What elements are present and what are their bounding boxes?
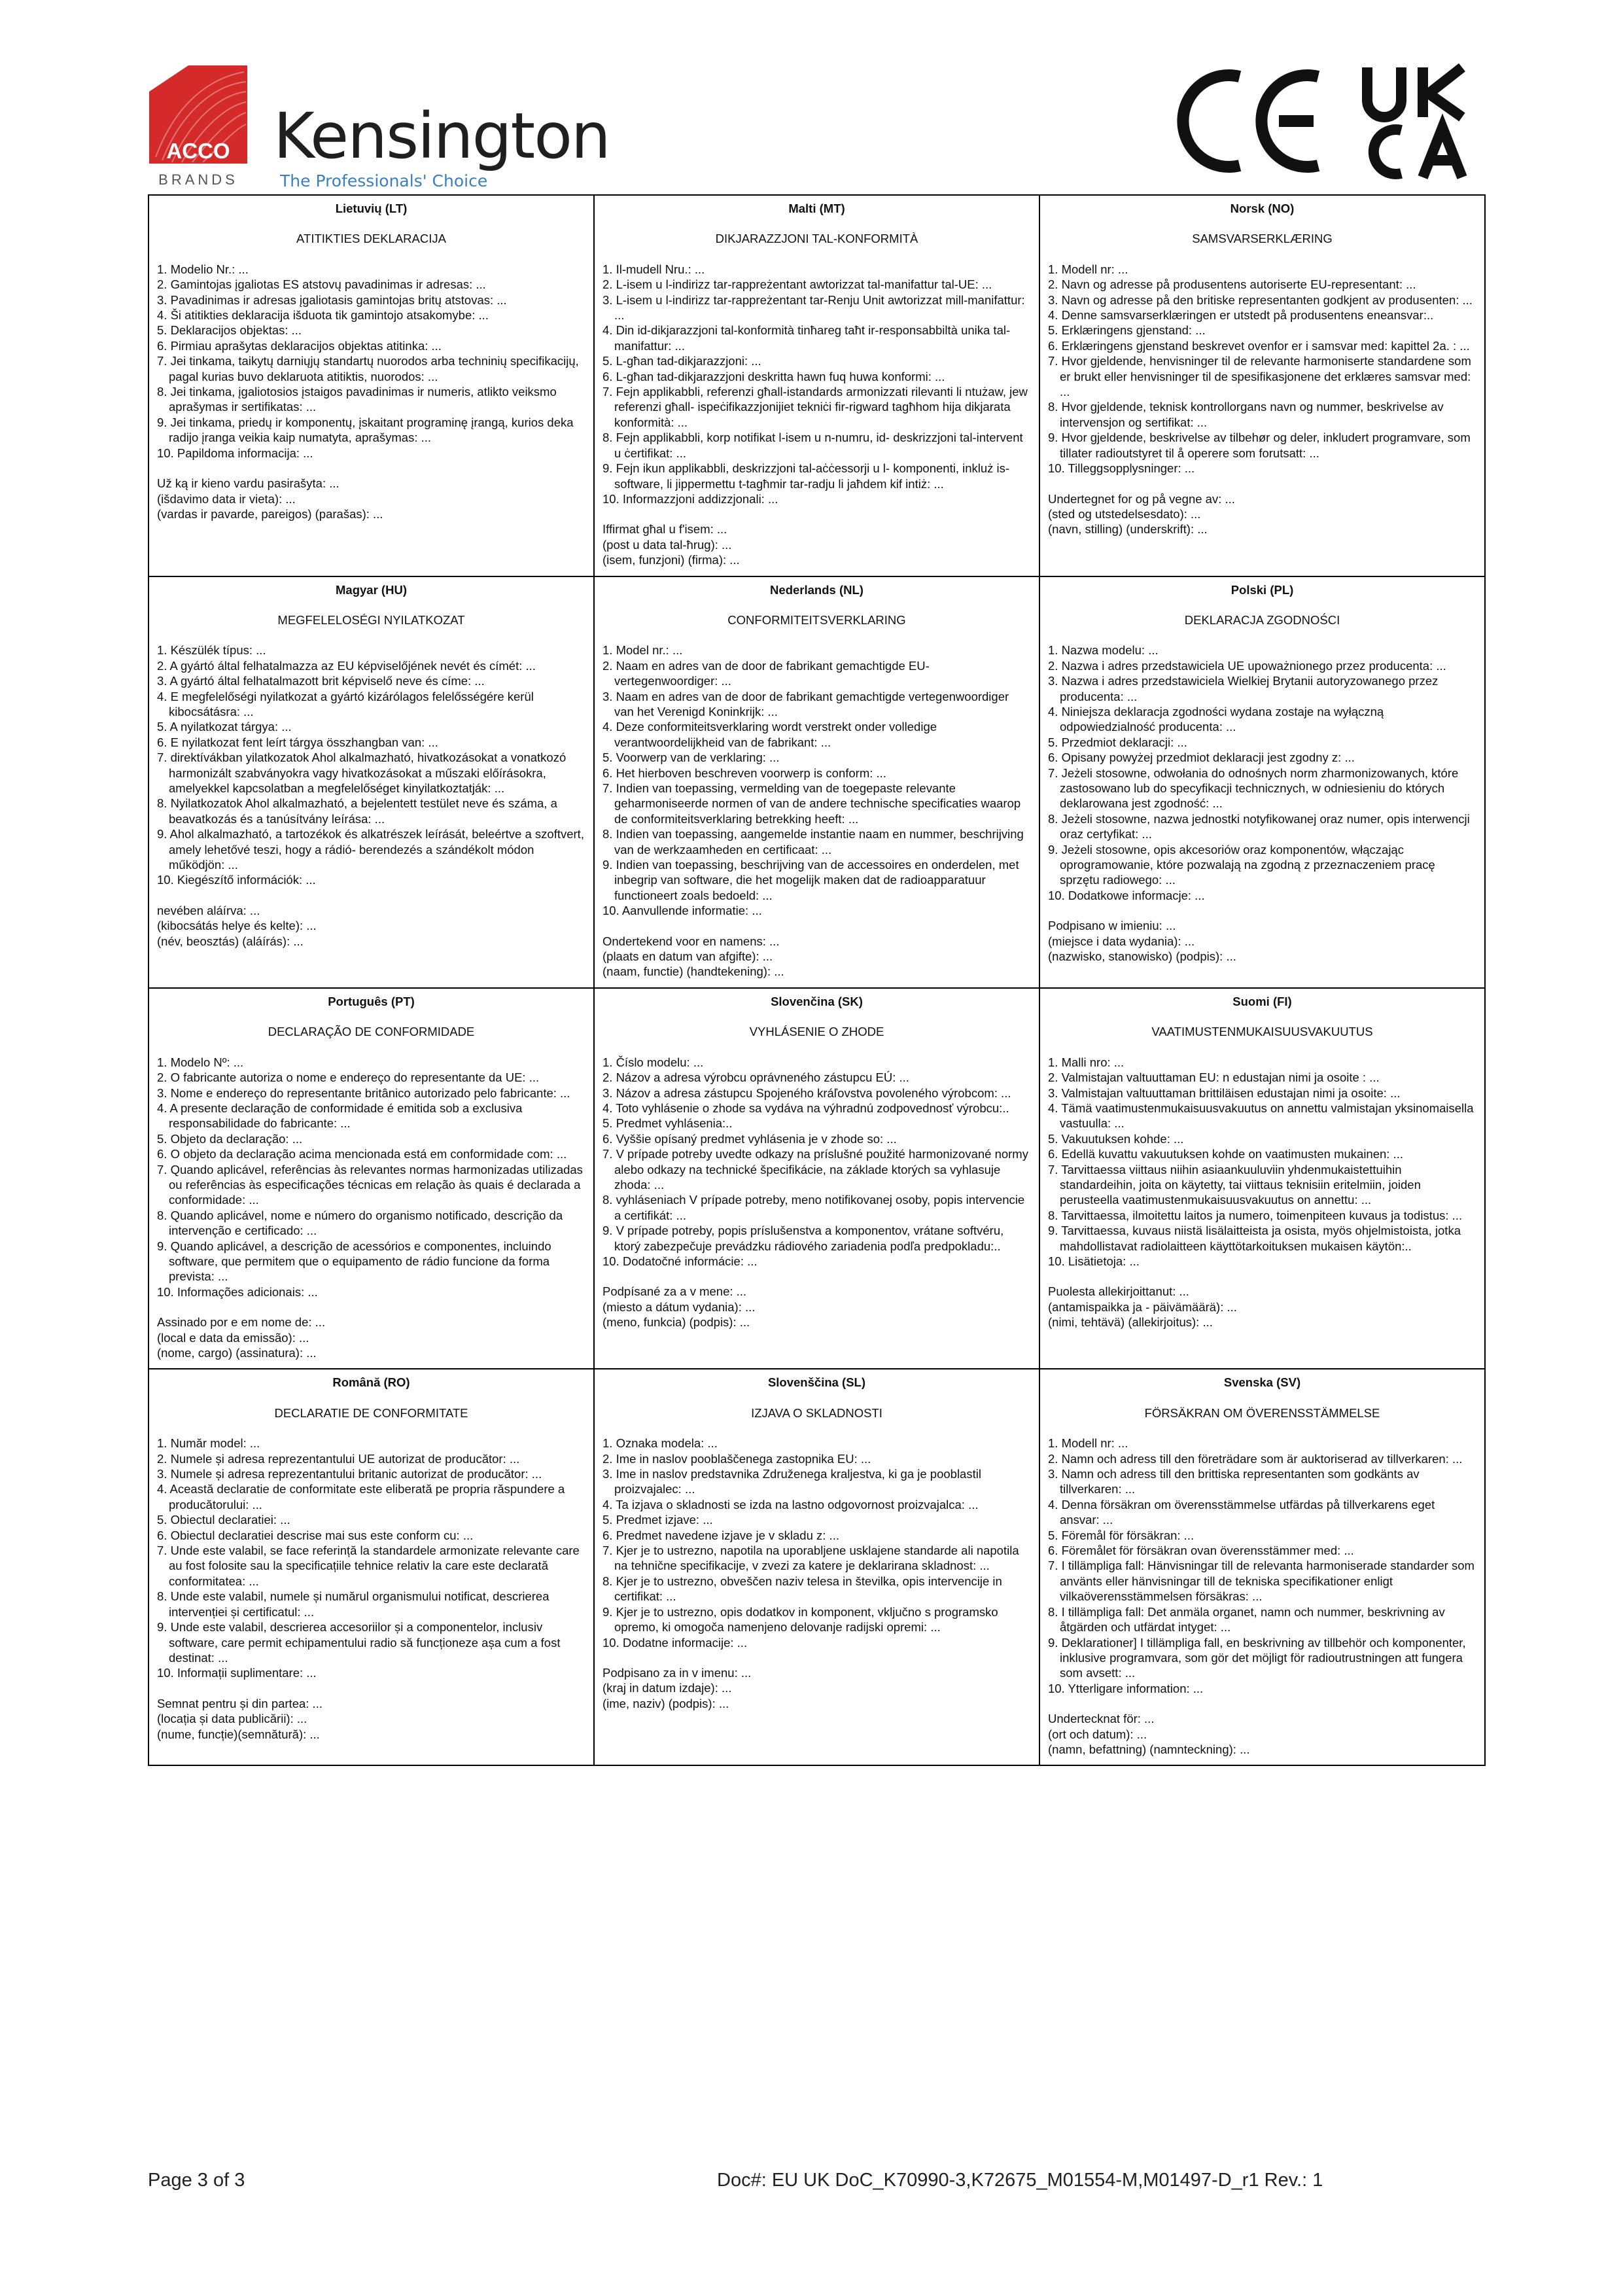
declaration-item: 2. Numele și adresa reprezentantului UE autorizat de producător: ... (157, 1451, 520, 1466)
signature-line: (isem, funzjoni) (firma): ... (602, 553, 740, 567)
signature-line: (antamispaikka ja - päivämäärä): ... (1048, 1299, 1237, 1314)
certification-marks (1171, 62, 1485, 180)
declaration-cell (1039, 195, 1485, 576)
signature-line: (ort och datum): ... (1048, 1727, 1147, 1741)
declaration-item: 2. Navn og adresse på produsentens autoriserte EU-representant: ... (1048, 277, 1416, 292)
declaration-item: 8. vyhláseniach V prípade potreby, meno notifikovanej osoby, popis intervencie a certifikát: ... (602, 1193, 1025, 1222)
declaration-items (602, 1055, 1031, 1269)
declaration-cell (1039, 988, 1485, 1369)
declaration-row (148, 1369, 1485, 1765)
declaration-row (148, 576, 1485, 988)
language-heading: Lietuvių (LT) (335, 202, 408, 215)
signature-line: Podpísané za a v mene: ... (602, 1284, 747, 1299)
declaration-item: 2. Ime in naslov pooblaščenega zastopnika EU: ... (602, 1451, 871, 1466)
declaration-item: 5. A nyilatkozat tárgya: ... (157, 720, 292, 734)
signature-line: (nome, cargo) (assinatura): ... (157, 1346, 317, 1360)
declaration-item: 4. E megfelelőségi nyilatkozat a gyártó kizárólagos felelősségére kerül kibocsátásra: ... (157, 689, 534, 718)
declaration-item: 1. Număr model: ... (157, 1436, 260, 1451)
declaration-item: 7. Unde este valabil, se face referință la standardele armonizate relevante care au fost folosite sau la specificațiile tehnice relativ la care este declarată conformitatea: ... (157, 1544, 580, 1588)
signature-line: (miejsce i data wydania): ... (1048, 934, 1195, 948)
declaration-item: 8. Hvor gjeldende, teknisk kontrollorgans navn og nummer, beskrivelse av intervensjon og sertifikat: ... (1048, 400, 1444, 429)
signature-line: Iffirmat għal u f'isem: ... (602, 522, 727, 537)
declaration-item: 8. Kjer je to ustrezno, obveščen naziv telesa in številka, opis intervencije in certifikat: ... (602, 1574, 1002, 1604)
declaration-item: 6. O objeto da declaração acima mencionada está em conformidade com: ... (157, 1147, 567, 1161)
declaration-item: 2. Gamintojas įgaliotas ES atstovų pavadinimas ir adresas: ... (157, 277, 486, 292)
declaration-title: VAATIMUSTENMUKAISUUSVAKUUTUS (1151, 1025, 1373, 1039)
declaration-item: 5. Objeto da declaração: ... (157, 1131, 303, 1146)
declaration-item: 10. Lisätietoja: ... (1048, 1254, 1140, 1268)
declaration-item: 4. Denne samsvarserklæringen er utstedt på produsentens eneansvar:.. (1048, 308, 1434, 323)
declaration-item: 4. Această declaratie de conformitate este eliberată pe propria răspundere a producătorului: ... (157, 1482, 565, 1511)
declaration-item: 7. Indien van toepassing, vermelding van de toegepaste relevante geharmoniseerde normen of van de andere technische specificaties waarop de conformiteitsverklaring betrekking heeft: ... (602, 781, 1021, 826)
declaration-item: 3. Naam en adres van de door de fabrikant gemachtigde vertegenwoordiger van het Verenigd Koninkrijk: ... (602, 689, 1009, 718)
declaration-title: DIKJARAZZJONI TAL-KONFORMITÀ (715, 232, 918, 246)
declaration-title: DEKLARACJA ZGODNOŚCI (1184, 612, 1340, 627)
declaration-item: 2. A gyártó által felhatalmazza az EU képviselőjének nevét és címét: ... (157, 658, 536, 673)
declaration-item: 8. Quando aplicável, nome e número do organismo notificado, descrição da intervenção e certificado: ... (157, 1208, 563, 1238)
declaration-items (1048, 1436, 1476, 1696)
declaration-item: 5. Deklaracijos objektas: ... (157, 323, 302, 338)
declaration-item: 6. L-għan tad-dikjarazzjoni deskritta hawn fuq huwa konformi: ... (602, 369, 945, 383)
declaration-item: 5. Voorwerp van de verklaring: ... (602, 751, 780, 765)
signature-line: (nazwisko, stanowisko) (podpis): ... (1048, 949, 1236, 964)
declaration-item: 7. Jeżeli stosowne, odwołania do odnośnych norm zharmonizowanych, które zastosowano lub do specyfikacji technicznych, w odniesieniu do których deklarowana jest zgodność: ... (1048, 766, 1459, 811)
declaration-items (602, 262, 1031, 507)
signature-line: Ondertekend voor en namens: ... (602, 934, 780, 948)
declaration-title: ATITIKTIES DEKLARACIJA (296, 232, 446, 246)
signature-line: (post u data tal-ħrug): ... (602, 537, 732, 552)
signature-block (602, 1665, 1031, 1711)
declaration-item: 8. Indien van toepassing, aangemelde instantie naam en nummer, beschrijving van de werkzaamheden en certificaat: ... (602, 827, 1024, 857)
language-heading: Polski (PL) (1230, 582, 1294, 597)
signature-line: (kibocsátás helye és kelte): ... (157, 919, 317, 933)
declaration-item: 7. direktívákban yilatkozatok Ahol alkalmazható, hivatkozásokat a vonatkozó harmonizált szabványokra vagy hivatkozásokat a műszaki előírásokra, amelyekkel kapcsolatban a megfelelőséget kinyilatkoztatják: ... (157, 751, 567, 795)
document-number: Doc#: EU UK DoC_K70990-3,K72675_M01554-M,M01497-D_r1 Rev.: 1 (717, 2170, 1323, 2191)
signature-line: Undertegnet for og på vegne av: ... (1048, 491, 1235, 506)
declaration-item: 6. Obiectul declaratiei descrise mai sus este conform cu: ... (157, 1528, 474, 1542)
declaration-title: CONFORMITEITSVERKLARING (727, 612, 906, 627)
acco-logo-text: ACCO (166, 139, 230, 163)
declaration-item: 6. Opisany powyżej przedmiot deklaracji jest zgodny z: ... (1048, 751, 1355, 765)
declaration-items (1048, 643, 1476, 903)
signature-block (157, 903, 585, 949)
declaration-item: 4. Deze conformiteitsverklaring wordt verstrekt onder volledige verantwoordelijkheid van de fabrikant: ... (602, 720, 937, 749)
declaration-item: 2. O fabricante autoriza o nome e endereço do representante da UE: ... (157, 1070, 540, 1085)
signature-line: (local e data da emissão): ... (157, 1330, 309, 1345)
declaration-items (602, 1436, 1031, 1650)
declaration-item: 1. Malli nro: ... (1048, 1055, 1125, 1069)
declaration-item: 6. Het hierboven beschreven voorwerp is conform: ... (602, 766, 886, 780)
language-heading: Slovenčina (SK) (771, 994, 863, 1008)
declaration-items (157, 1436, 585, 1681)
language-heading: Português (PT) (328, 994, 415, 1008)
declaration-cell (594, 1369, 1039, 1765)
declaration-item: 9. Indien van toepassing, beschrijving van de accessoires en onderdelen, met inbegrip van software, die het mogelijk maken dat de radioapparatuur functioneert zoals bedoeld: ... (602, 858, 1019, 902)
declaration-item: 3. Pavadinimas ir adresas įgaliotasis gamintojas britų atstovas: ... (157, 292, 507, 307)
declaration-item: 3. Nazwa i adres przedstawiciela Wielkiej Brytanii autoryzowanego przez producenta: ... (1048, 674, 1439, 703)
declaration-item: 6. Edellä kuvattu vakuutuksen kohde on vaatimusten mukainen: ... (1048, 1147, 1403, 1161)
signature-line: Assinado por e em nome de: ... (157, 1315, 326, 1330)
declaration-cell (148, 1369, 594, 1765)
declaration-item: 7. I tillämpliga fall: Hänvisningar till de relevanta harmoniserade standarder som använts eller hänvisningar till de tekniska specifikationer enligt vilkaöverensstämmelsen försäkras: ... (1048, 1559, 1475, 1604)
declaration-item: 5. Predmet izjave: ... (602, 1513, 713, 1527)
declaration-item: 10. Dodatne informacije: ... (602, 1635, 748, 1650)
declaration-item: 1. Modelo Nº: ... (157, 1055, 244, 1069)
declaration-cell (594, 195, 1039, 576)
declaration-item: 4. Ta izjava o skladnosti se izda na lastno odgovornost proizvajalca: ... (602, 1497, 979, 1511)
declaration-item: 5. Obiectul declaratiei: ... (157, 1513, 290, 1527)
declaration-item: 2. Naam en adres van de door de fabrikant gemachtigde EU-vertegenwoordiger: ... (602, 658, 930, 688)
kensington-logo (273, 99, 610, 190)
acco-brands-logo (149, 65, 247, 187)
acco-logo-sub: BRANDS (158, 171, 238, 187)
declaration-item: 1. Oznaka modela: ... (602, 1436, 718, 1451)
declaration-item: 9. Quando aplicável, a descrição de acessórios e componentes, incluindo software, que permitem que o equipamento de rádio funcione da forma prevista: ... (157, 1239, 551, 1284)
signature-block (157, 1315, 585, 1360)
declaration-cell (1039, 1369, 1485, 1765)
signature-line: (miesto a dátum vydania): ... (602, 1299, 756, 1314)
language-heading: Svenska (SV) (1223, 1375, 1301, 1390)
brand-name: Kensington (273, 99, 610, 173)
declaration-item: 5. Vakuutuksen kohde: ... (1048, 1131, 1184, 1146)
declaration-item: 4. A presente declaração de conformidade é emitida sob a exclusiva responsabilidade do fabricante: ... (157, 1101, 523, 1131)
declaration-item: 8. Nyilatkozatok Ahol alkalmazható, a bejelentett testület neve és száma, a beavatkozás és a tanúsítvány leírása: ... (157, 796, 557, 826)
declaration-item: 7. Kjer je to ustrezno, napotila na uporabljene usklajene standarde ali napotila na tehnične specifikacije, v zvezi za katere je deklarirana skladnost: ... (602, 1544, 1019, 1573)
declaration-item: 1. Il-mudell Nru.: ... (602, 262, 705, 276)
declaration-item: 3. Ime in naslov predstavnika Združenega kraljestva, ki ga je pooblastil proizvajalec: ... (602, 1467, 981, 1496)
declaration-title: MEGFELELOSÉGI NYILATKOZAT (277, 612, 465, 627)
signature-line: (nume, funcție)(semnătură): ... (157, 1727, 320, 1741)
signature-line: Puolesta allekirjoittanut: ... (1048, 1284, 1189, 1299)
declaration-title: DECLARATIE DE CONFORMITATE (274, 1405, 468, 1420)
declaration-item: 10. Aanvullende informatie: ... (602, 904, 762, 918)
declaration-item: 1. Model nr.: ... (602, 643, 683, 658)
declaration-item: 8. Fejn applikabbli, korp notifikat l-isem u n-numru, id- deskrizzjoni tal-intervent u ċertifikat: ... (602, 431, 1023, 460)
declaration-cell (148, 988, 594, 1369)
signature-line: Už ką ir kieno vardu pasirašyta: ... (157, 476, 340, 491)
declaration-cell (1039, 576, 1485, 988)
declaration-item: 3. Navn og adresse på den britiske representanten godkjent av produsenten: ... (1048, 292, 1473, 307)
declaration-cell (148, 195, 594, 576)
declaration-item: 8. Unde este valabil, numele și numărul organismului notificat, descrierea intervenției și certificatul: ... (157, 1589, 550, 1619)
page-number: Page 3 of 3 (148, 2170, 245, 2191)
declaration-item: 9. Jei tinkama, priedų ir komponentų, įskaitant programinę įrangą, kurios deka radijo įranga veikia kaip numatyta, aprašymas: ... (157, 415, 574, 445)
declaration-item: 2. Namn och adress till den företrädare som är auktoriserad av tillverkaren: ... (1048, 1451, 1463, 1466)
declaration-item: 9. Kjer je to ustrezno, opis dodatkov in komponent, vključno s programsko opremo, ki omogoča namenjeno delovanje radijski opremi: ... (602, 1604, 998, 1634)
declaration-title: SAMSVARSERKLÆRING (1192, 232, 1333, 246)
signature-line: nevében aláírva: ... (157, 903, 260, 917)
language-heading: Română (RO) (332, 1375, 410, 1390)
declaration-row (148, 195, 1485, 576)
signature-block (602, 934, 1031, 980)
declaration-item: 4. Tämä vaatimustenmukaisuusvakuutus on annettu valmistajan yksinomaisella vastuulla: ... (1048, 1101, 1474, 1131)
signature-line: Undertecknat för: ... (1048, 1712, 1155, 1726)
signature-block (1048, 1711, 1476, 1757)
signature-line: (locația și data publicării): ... (157, 1712, 307, 1726)
signature-line: (navn, stilling) (underskrift): ... (1048, 522, 1208, 537)
signature-line: (išdavimo data ir vieta): ... (157, 491, 296, 506)
signature-block (602, 1284, 1031, 1330)
declaration-items (602, 643, 1031, 918)
signature-block (1048, 918, 1476, 964)
declaration-item: 9. Deklarationer] I tillämpliga fall, en beskrivning av tillbehör och komponenter, inklusive programvara, som gör det möjligt för radioutrustningen att fungera som avsett: ... (1048, 1635, 1466, 1680)
declaration-row (148, 988, 1485, 1369)
declaration-item: 2. Valmistajan valtuuttaman EU: n edustajan nimi ja osoite : ... (1048, 1070, 1380, 1085)
declaration-item: 3. Namn och adress till den brittiska representanten som godkänts av tillverkaren: ... (1048, 1467, 1420, 1496)
declaration-item: 10. Dodatkowe informacje: ... (1048, 888, 1205, 902)
declaration-items (157, 1055, 585, 1300)
declaration-item: 8. Tarvittaessa, ilmoitettu laitos ja numero, toimenpiteen kuvaus ja todistus: ... (1048, 1208, 1463, 1222)
declaration-item: 9. Unde este valabil, descrierea accesoriilor și a componentelor, inclusiv software, care permit echipamentului radio să funcționeze așa cum a fost destinat: ... (157, 1620, 561, 1665)
language-heading: Malti (MT) (788, 202, 845, 215)
declaration-item: 3. Numele și adresa reprezentantului britanic autorizat de producător: ... (157, 1467, 542, 1481)
declaration-item: 10. Informații suplimentare: ... (157, 1666, 317, 1680)
signature-line: (név, beosztás) (aláírás): ... (157, 934, 304, 948)
declaration-item: 3. Nome e endereço do representante britânico autorizado pelo fabricante: ... (157, 1086, 570, 1100)
declaration-item: 1. Číslo modelu: ... (602, 1055, 704, 1069)
declaration-title: FÖRSÄKRAN OM ÖVERENSSTÄMMELSE (1144, 1405, 1380, 1420)
signature-line: (ime, naziv) (podpis): ... (602, 1696, 729, 1710)
signature-line: (kraj in datum izdaje): ... (602, 1681, 732, 1695)
declaration-title: IZJAVA O SKLADNOSTI (751, 1405, 882, 1420)
signature-line: (meno, funkcia) (podpis): ... (602, 1315, 750, 1330)
declaration-item: 5. L-għan tad-dikjarazzjoni: ... (602, 354, 761, 368)
declaration-item: 6. Pirmiau aprašytas deklaracijos objektas atitinka: ... (157, 338, 442, 353)
declaration-item: 4. Ši atitikties deklaracija išduota tik gamintojo atsakomybe: ... (157, 308, 489, 323)
declaration-item: 7. V prípade potreby uvedte odkazy na príslušné použité harmonizované normy alebo odkazy na technické špecifikácie, na základe ktorých sa vyhlasuje zhoda: ... (602, 1147, 1028, 1192)
declaration-item: 5. Erklæringens gjenstand: ... (1048, 323, 1206, 338)
declaration-item: 2. L-isem u l-indirizz tar-rappreżentant awtorizzat tal-manifattur tal-UE: ... (602, 277, 992, 292)
declaration-item: 4. Niniejsza deklaracja zgodności wydana zostaje na wyłączną odpowiedzialność producenta: ... (1048, 704, 1384, 734)
declaration-item: 1. Készülék típus: ... (157, 643, 266, 658)
declaration-item: 10. Informações adicionais: ... (157, 1284, 318, 1299)
brand-tagline: The Professionals' Choice (280, 171, 488, 190)
declaration-item: 1. Modell nr: ... (1048, 1436, 1128, 1451)
language-heading: Magyar (HU) (336, 582, 407, 597)
declaration-item: 4. Denna försäkran om överensstämmelse utfärdas på tillverkarens eget ansvar: ... (1048, 1497, 1435, 1527)
declaration-items (157, 643, 585, 888)
signature-line: (namn, befattning) (namnteckning): ... (1048, 1742, 1250, 1756)
signature-line: (vardas ir pavarde, pareigos) (parašas): ... (157, 506, 383, 521)
declaration-item: 5. Predmet vyhlásenia:.. (602, 1116, 733, 1131)
declaration-item: 6. Predmet navedene izjave je v skladu z: ... (602, 1528, 839, 1542)
declaration-item: 3. L-isem u l-indirizz tar-rappreżentant tar-Renju Unit awtorizzat mill-manifattur: ... (602, 292, 1025, 323)
declaration-item: 7. Tarvittaessa viittaus niihin asiaankuuluviin yhdenmukaistettuihin standardeihin, joita on käytetty, tai viittaus teknisiin eritelmiin, joiden perusteella vaatimustenmukaisuusvakuutus on annettu: ... (1048, 1162, 1421, 1207)
declaration-item: 6. Föremålet för försäkran ovan överensstämmer med: ... (1048, 1544, 1354, 1558)
declaration-cell (148, 576, 594, 988)
declaration-item: 3. A gyártó által felhatalmazott brit képviselő neve és címe: ... (157, 674, 485, 688)
declaration-item: 9. V prípade potreby, popis príslušenstva a komponentov, vrátane softvéru, ktorý zabezpečuje prevádzku rádiového zariadenia podľa predpokladu:.. (602, 1224, 1004, 1253)
ukca-mark (1367, 67, 1462, 177)
declaration-item: 9. Tarvittaessa, kuvaus niistä lisälaitteista ja osista, myös ohjelmistoista, jotka mahdollistavat radiolaitteen käyttötarkoituksen mukaisen käytön:.. (1048, 1224, 1461, 1253)
declaration-item: 7. Quando aplicável, referências às relevantes normas harmonizadas utilizadas ou referências às especificações técnicas em relação às quais é declarada a conformidade: ... (157, 1162, 583, 1207)
declaration-item: 8. Jeżeli stosowne, nazwa jednostki notyfikowanej oraz numer, opis interwencji oraz certyfikat: ... (1048, 811, 1470, 841)
declaration-items (1048, 262, 1476, 476)
declaration-item: 1. Modell nr: ... (1048, 262, 1128, 276)
declaration-cell (594, 576, 1039, 988)
signature-block (602, 521, 1031, 567)
declaration-item: 7. Jei tinkama, taikytų darniųjų standartų nuorodos arba techninių specifikacijų, pagal kurias buvo deklaruota atitiktis, nuorodos: ... (157, 354, 579, 383)
declaration-grid (148, 194, 1486, 1766)
language-heading: Slovenščina (SL) (767, 1375, 866, 1390)
signature-line: (plaats en datum van afgifte): ... (602, 949, 773, 964)
declaration-item: 5. Föremål för försäkran: ... (1048, 1528, 1195, 1542)
signature-line: Podpisano za in v imenu: ... (602, 1665, 752, 1680)
declaration-item: 10. Kiegészítő információk: ... (157, 873, 316, 887)
declaration-item: 3. Valmistajan valtuuttaman brittiläisen edustajan nimi ja osoite: ... (1048, 1086, 1401, 1100)
page-header (0, 0, 1623, 196)
declaration-title: VYHLÁSENIE O ZHODE (749, 1025, 884, 1039)
language-heading: Nederlands (NL) (770, 582, 864, 597)
declaration-items (157, 262, 585, 461)
declaration-item: 9. Jeżeli stosowne, opis akcesoriów oraz komponentów, włączając oprogramowanie, które pozwalają na zgodną z przeznaczeniem pracę sprzętu radiowego: ... (1048, 842, 1435, 887)
declaration-item: 10. Papildoma informacija: ... (157, 446, 313, 460)
declaration-item: 6. Erklæringens gjenstand beskrevet ovenfor er i samsvar med: kapittel 2a. : ... (1048, 338, 1470, 353)
ce-mark (1183, 75, 1318, 167)
declaration-item: 7. Hvor gjeldende, henvisninger til de relevante harmoniserte standardene som er brukt eller henvisninger til de spesifikasjonene det erklæres samsvar med: ... (1048, 354, 1471, 399)
declaration-item: 1. Modelio Nr.: ... (157, 262, 249, 276)
signature-line: (nimi, tehtävä) (allekirjoitus): ... (1048, 1315, 1213, 1330)
declaration-item: 3. Názov a adresa zástupcu Spojeného kráľovstva povoleného výrobcom: ... (602, 1086, 1011, 1100)
declaration-item: 2. Nazwa i adres przedstawiciela UE upoważnionego przez producenta: ... (1048, 658, 1446, 673)
declaration-item: 10. Dodatočné informácie: ... (602, 1254, 758, 1268)
declaration-cell (594, 988, 1039, 1369)
declaration-item: 4. Toto vyhlásenie o zhode sa vydáva na výhradnú zodpovednosť výrobcu:.. (602, 1101, 1009, 1115)
declaration-item: 5. Przedmiot deklaracji: ... (1048, 735, 1187, 749)
signature-block (157, 476, 585, 521)
signature-line: (sted og utstedelsesdato): ... (1048, 506, 1201, 521)
signature-block (1048, 1284, 1476, 1330)
declaration-item: 6. E nyilatkozat fent leírt tárgya összhangban van: ... (157, 735, 438, 749)
declaration-item: 4. Din id-dikjarazzjoni tal-konformità tinħareg taħt ir-responsabbiltà unika tal- manifattur: ... (602, 323, 1011, 353)
declaration-item: 8. Jei tinkama, įgaliotosios įstaigos pavadinimas ir numeris, atlikto veiksmo aprašymas ir sertifikatas: ... (157, 385, 557, 414)
declaration-item: 9. Hvor gjeldende, beskrivelse av tilbehør og deler, inkludert programvare, som tillater radioutstyret til å operere som forutsatt: ... (1048, 431, 1471, 460)
declaration-item: 7. Fejn applikabbli, referenzi għall-istandards armonizzati rilevanti li ntużaw, jew referenzi għall- ispeċifikazzjonijiet tekniċi fir-rigward tagħhom hija dikjarata konformità: ... (602, 385, 1028, 429)
declaration-item: 8. I tillämpliga fall: Det anmäla organet, namn och nummer, beskrivning av åtgärden och utfärdat intyget: ... (1048, 1604, 1445, 1634)
declaration-item: 10. Ytterligare information: ... (1048, 1681, 1204, 1695)
declaration-item: 2. Názov a adresa výrobcu oprávneného zástupcu EÚ: ... (602, 1070, 909, 1085)
signature-line: (naam, functie) (handtekening): ... (602, 964, 784, 979)
declaration-item: 9. Ahol alkalmazható, a tartozékok és alkatrészek leírását, beleértve a szoftvert, amely lehetővé teszi, hogy a rádió- berendezés a szándékolt módon működjön: ... (157, 827, 584, 872)
language-heading: Suomi (FI) (1232, 994, 1292, 1008)
declaration-item: 6. Vyššie opísaný predmet vyhlásenia je v zhode so: ... (602, 1131, 897, 1146)
declaration-item: 9. Fejn ikun applikabbli, deskrizzjoni tal-aċċessorji u l- komponenti, inkluż is- software, li jippermettu t-tagħmir tar-radju li jaħdem kif intiż: ... (602, 461, 1010, 491)
declaration-item: 1. Nazwa modelu: ... (1048, 643, 1159, 658)
language-heading: Norsk (NO) (1230, 202, 1295, 215)
signature-line: Semnat pentru și din partea: ... (157, 1696, 323, 1710)
signature-block (1048, 491, 1476, 537)
declaration-title: DECLARAÇÃO DE CONFORMIDADE (268, 1025, 475, 1039)
declaration-item: 10. Tilleggsopplysninger: ... (1048, 461, 1195, 476)
declaration-items (1048, 1055, 1476, 1269)
declaration-item: 10. Informazzjoni addizzjonali: ... (602, 491, 778, 506)
signature-line: Podpisano w imieniu: ... (1048, 919, 1176, 933)
signature-block (157, 1696, 585, 1742)
